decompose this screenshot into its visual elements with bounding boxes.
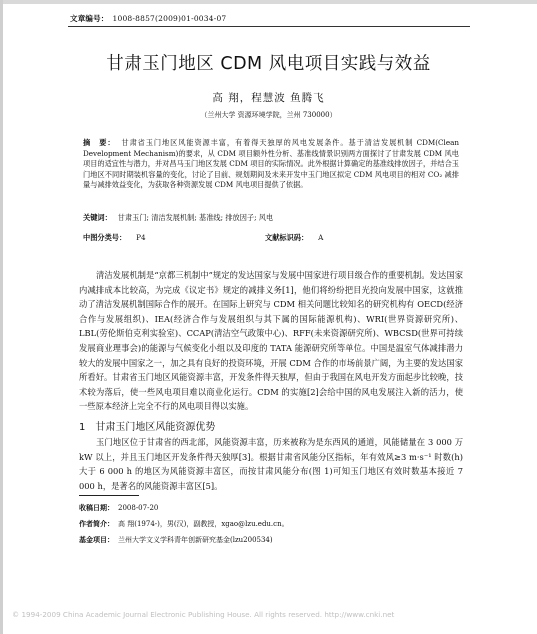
classification-label: 中图分类号： — [83, 233, 127, 242]
section-heading-1 — [79, 418, 215, 433]
footnote-fund — [79, 535, 273, 545]
received-value: 2008-07-20 — [118, 504, 159, 512]
keywords — [83, 213, 459, 223]
keywords-label: 关键词： — [83, 213, 112, 222]
paper-title: 甘肃玉门地区 CDM 风电项目实践与效益 — [106, 54, 431, 74]
section-title: 甘肃玉门地区风能资源优势 — [95, 422, 216, 433]
abstract-text: 甘肃省玉门地区风能资源丰富，有着得天独厚的风电发展条件。基于清洁发展机制 CDM(Clean Development Mechanism)的要求，从 CDM 项目额外性分析、基准线情景识别两方面探讨了甘肃发展 CDM 风电项目的适宜性与潜力，并对昌马玉门地区发展 CDM 项目的实际情况。此外根据计算确定的基准线排放因子，并结合玉门地区不同时期装机容量的变化，讨论了目前、规划期间及未来开发中玉门地区拟定 CDM 风电项目的相对 CO₂ 减排量与减排效益变化，为获取各种资源发展 CDM 风电项目提供了依据。 — [83, 138, 459, 190]
footnote-rule — [79, 495, 139, 496]
article-number-label: 文章编号： — [70, 14, 109, 23]
author-info-value: 高 翔(1974-)，男(汉)，副教授，xgao@lzu.edu.cn。 — [118, 520, 289, 528]
footnote-received — [79, 503, 158, 513]
classification-value: P4 — [136, 233, 146, 242]
received-label: 收稿日期： — [79, 503, 114, 512]
document-code — [265, 233, 323, 243]
fund-value: 兰州大学文义学科青年创新研究基金(lzu200534) — [118, 536, 273, 544]
document-code-label: 文献标识码： — [265, 233, 309, 242]
abstract-label: 摘 要： — [83, 138, 116, 147]
paper-authors: 高 翔，程慧波 鱼腾飞 — [212, 92, 325, 104]
abstract — [83, 138, 459, 191]
copyright-footer: © 1994-2009 China Academic Journal Electronic Publishing House. All rights reserved. http://www.cnki.net — [12, 610, 395, 619]
intro-paragraph: 清洁发展机制是“京都三机制中”规定的发达国家与发展中国家进行项目级合作的重要机制。发达国家内减排成本比较高，为完成《议定书》规定的减排义务[1]，他们将纷纷把目光投向发展中国家，这就推动了清洁发展机制国际合作的展开。在国际上研究与 CDM 相关问题比较知名的研究机构有 OECD(经济合作与发展组织)、IEA(经济合作与发展组织与其下属的国际能源机构)、WRI(世界资源研究所)、LBL(劳伦斯伯克利实验室)、CCAP(清洁空气政策中心)、RFF(未来资源研究所)、WBCSD(世界可持续发展商业理事会)的能源与气候变化小组以及印度的 TATA 能源研究所等单位。中国是温室气体减排潜力较大的发展中国家之一，加之具有良好的投资环境，开展 CDM 合作的市场前景广阔，为主要的发达国家所看好。甘肃省玉门地区风能资源丰富，开发条件得天独厚，但由于我国在风电开发方面起步比较晚，技术较为落后，使一些风电项目难以商业化运行。CDM 的实施[2]会给中国的风电发展注入新的活力，使一些原本经济上完全不行的风电项目得以实施。 — [79, 270, 463, 412]
header-rule — [68, 26, 470, 27]
section1-paragraph: 玉门地区位于甘肃省的西北部，风能资源丰富，历来被称为是东西风的通道，风能储量在 3 000 万 kW 以上，并且玉门地区开发条件得天独厚[3]。根据甘肃省风能分区指标，年有效风≥3 m·s⁻¹ 时数(h)大于 6 000 h 的地区为风能资源丰富区，而按甘肃风能分布(图 1)可知玉门地区有效时数基本接近 7 000 h，是著名的风能资源丰富区[5]。 — [79, 437, 463, 491]
article-number — [70, 13, 226, 24]
fund-label: 基金项目： — [79, 535, 114, 544]
footnote-author — [79, 519, 289, 529]
article-number-value: 1008-8857(2009)01-0034-07 — [112, 14, 227, 23]
keywords-text: 甘肃玉门; 清洁发展机制; 基准线; 排放因子; 风电 — [117, 213, 274, 222]
author-info-label: 作者简介： — [79, 519, 114, 528]
document-code-value: A — [318, 233, 324, 242]
section-number: 1 — [79, 422, 86, 433]
classification-number — [83, 233, 146, 243]
paper-affiliation: （兰州大学 资源环境学院，兰州 730000） — [200, 111, 337, 119]
